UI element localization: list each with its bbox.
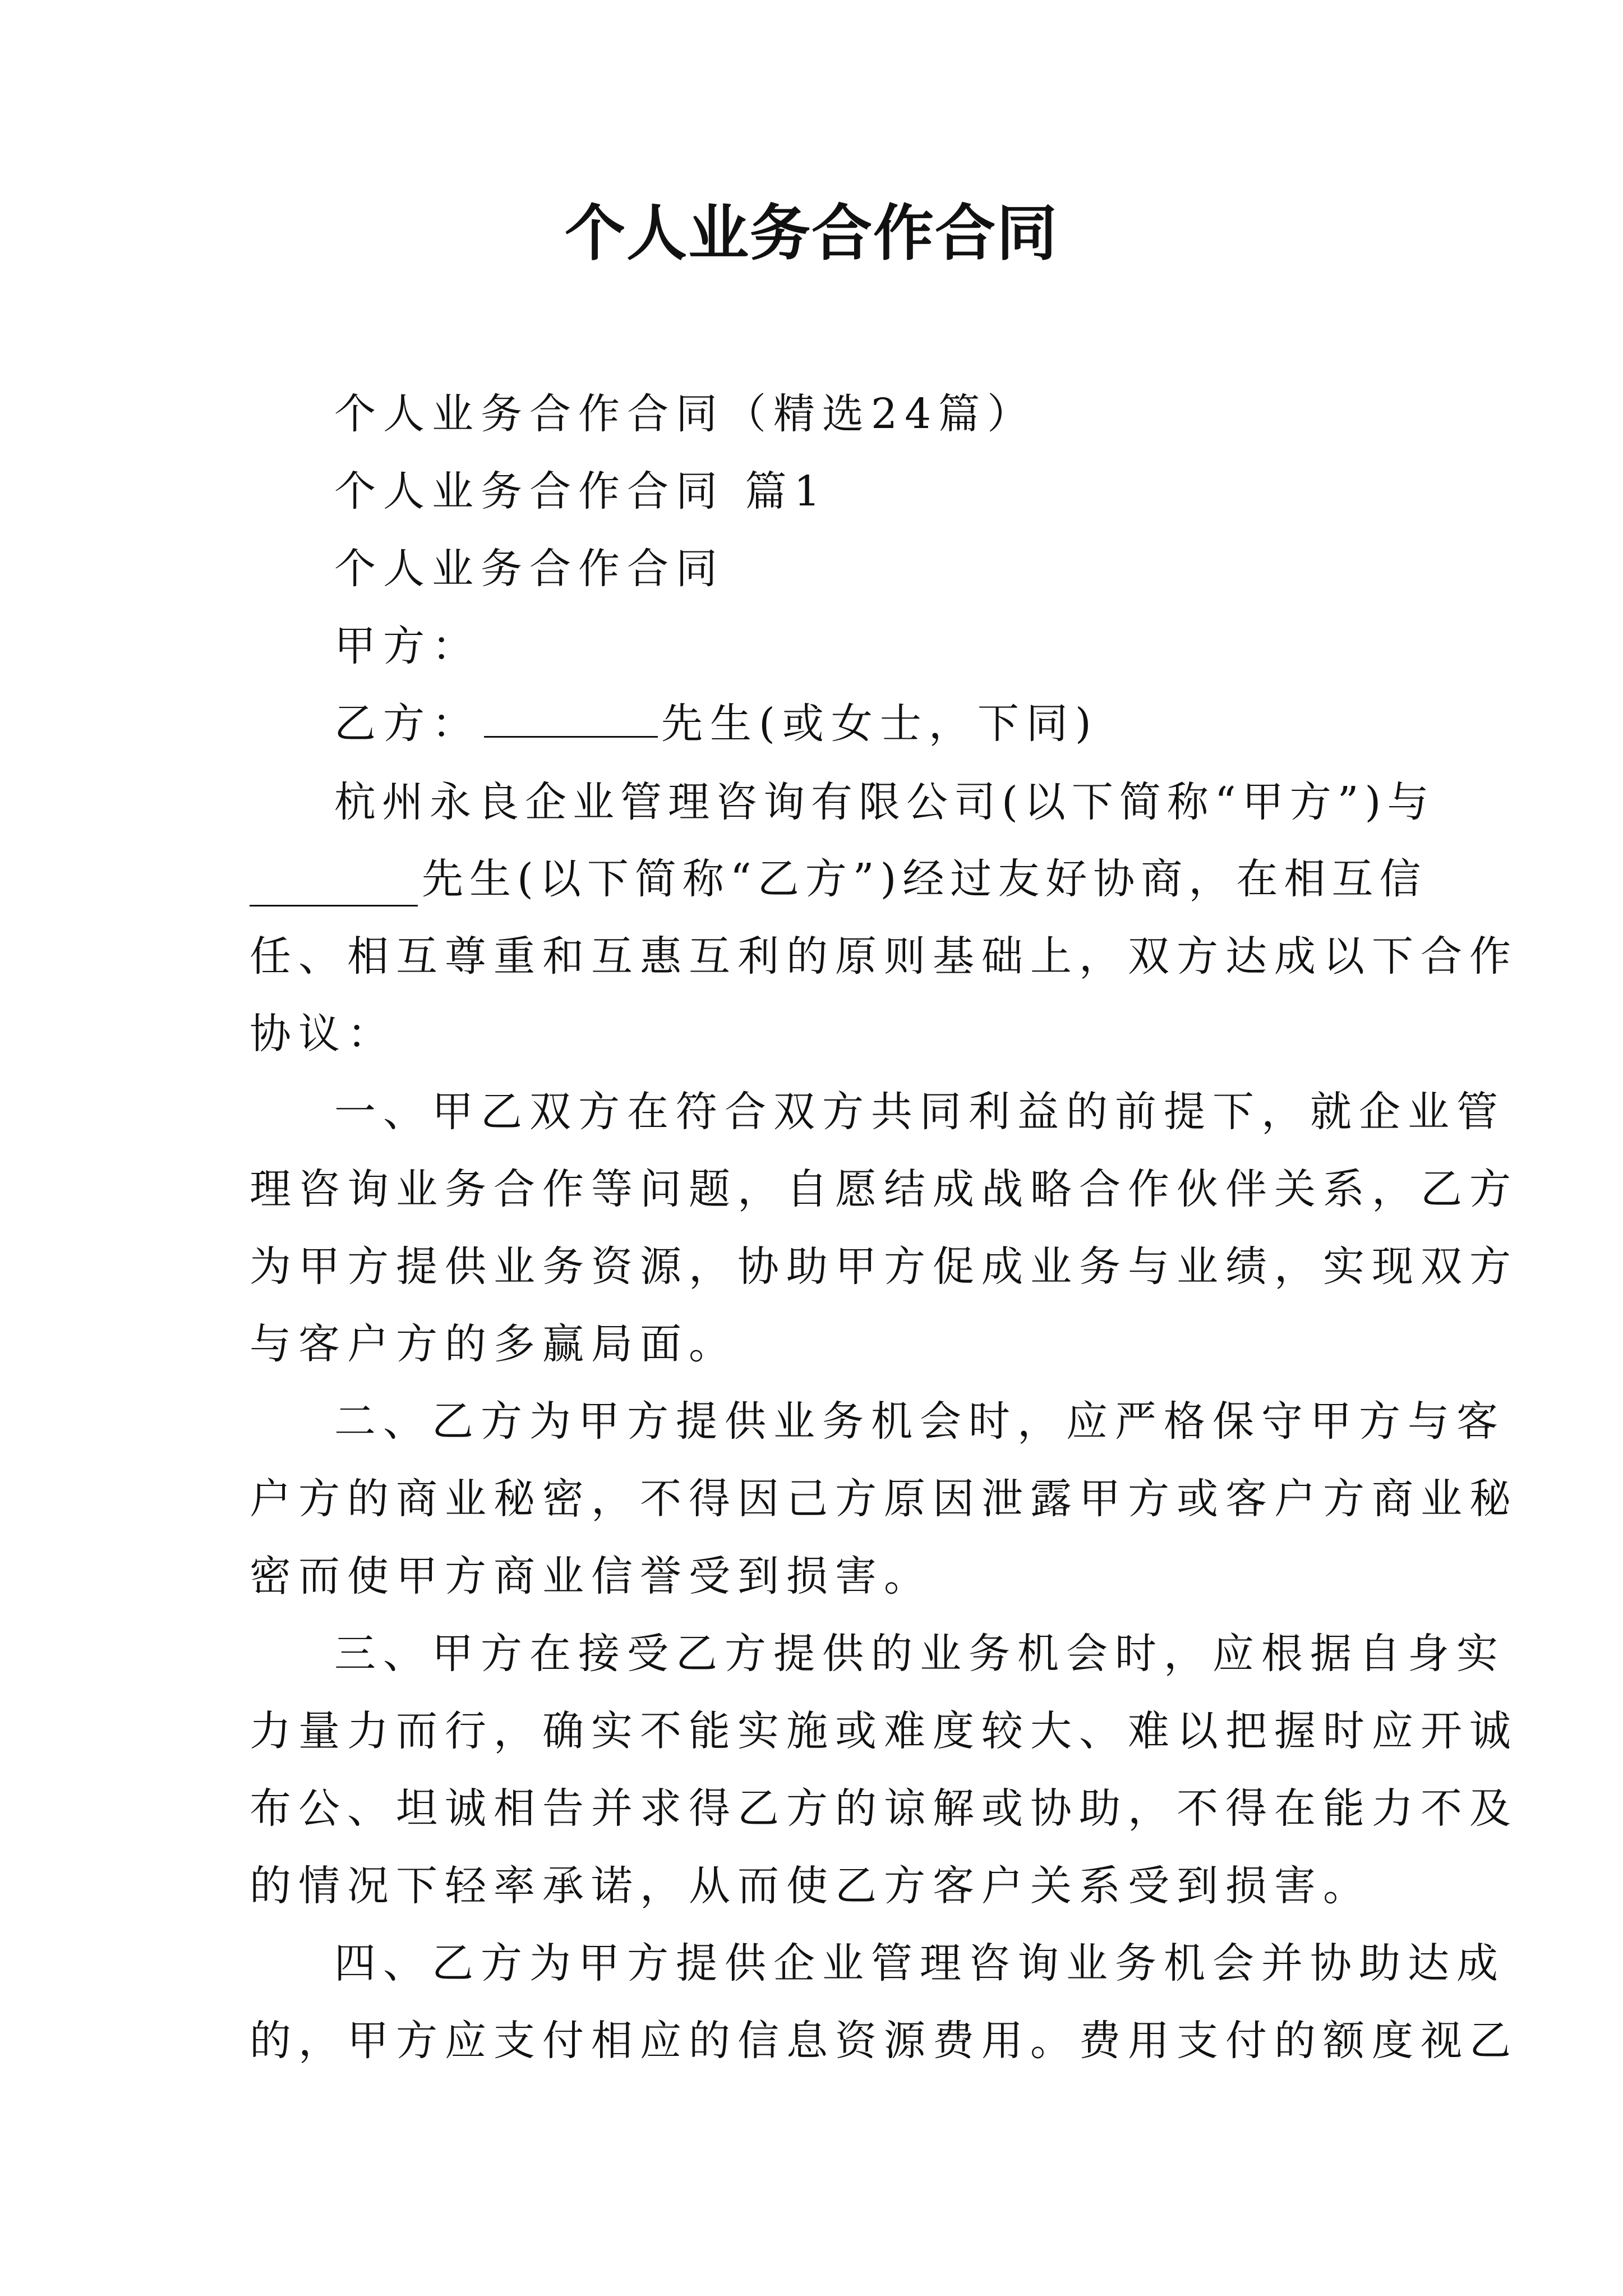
- subtitle-line: 个人业务合作合同（精选24篇）: [334, 390, 1036, 438]
- party-b-suffix: 先生(或女士，下同): [661, 700, 1099, 748]
- party-b-label: 乙方：: [334, 700, 481, 748]
- clause-2-line-2: 户方的商业秘密，不得因己方原因泄露甲方或客户方商业秘: [250, 1475, 1518, 1523]
- intro-line-2: 先生(以下简称“乙方”)经过友好协商，在相互信: [422, 855, 1427, 903]
- section-heading: 个人业务合作合同 篇1: [334, 467, 828, 516]
- clause-4-line-2: 的，甲方应支付相应的信息资源费用。费用支付的额度视乙: [250, 2017, 1518, 2065]
- intro-line-3: 任、相互尊重和互惠互利的原则基础上，双方达成以下合作: [250, 932, 1518, 981]
- clause-1-line-1: 一、甲乙双方在符合双方共同利益的前提下，就企业管: [334, 1088, 1505, 1136]
- clause-3-line-3: 布公、坦诚相告并求得乙方的谅解或协助，不得在能力不及: [250, 1784, 1518, 1833]
- clause-3-line-2: 力量力而行，确实不能实施或难度较大、难以把握时应开诚: [250, 1707, 1518, 1755]
- contract-name-line: 个人业务合作合同: [334, 545, 725, 593]
- clause-1-line-2: 理咨询业务合作等问题，自愿结成战略合作伙伴关系，乙方: [250, 1165, 1518, 1213]
- intro-line-4: 协议：: [250, 1010, 396, 1058]
- clause-1-line-3: 为甲方提供业务资源，协助甲方促成业务与业绩，实现双方: [250, 1243, 1518, 1291]
- clause-2-line-3: 密而使甲方商业信誉受到损害。: [250, 1552, 933, 1600]
- clause-3-line-4: 的情况下轻率承诺，从而使乙方客户关系受到损害。: [250, 1862, 1372, 1910]
- clause-4-line-1: 四、乙方为甲方提供企业管理咨询业务机会并协助达成: [334, 1939, 1505, 1987]
- document-title: 个人业务合作合同: [564, 198, 1058, 269]
- party-b-line: [334, 696, 1099, 752]
- party-a-line: 甲方：: [334, 622, 481, 670]
- party-b-blank: [484, 700, 658, 738]
- clause-3-line-1: 三、甲方在接受乙方提供的业务机会时，应根据自身实: [334, 1630, 1505, 1678]
- intro-line-1: 杭州永良企业管理咨询有限公司(以下简称“甲方”)与: [334, 778, 1435, 826]
- clause-1-line-4: 与客户方的多赢局面。: [250, 1320, 737, 1368]
- intro-blank: [250, 903, 418, 907]
- clause-2-line-1: 二、乙方为甲方提供业务机会时，应严格保守甲方与客: [334, 1397, 1505, 1446]
